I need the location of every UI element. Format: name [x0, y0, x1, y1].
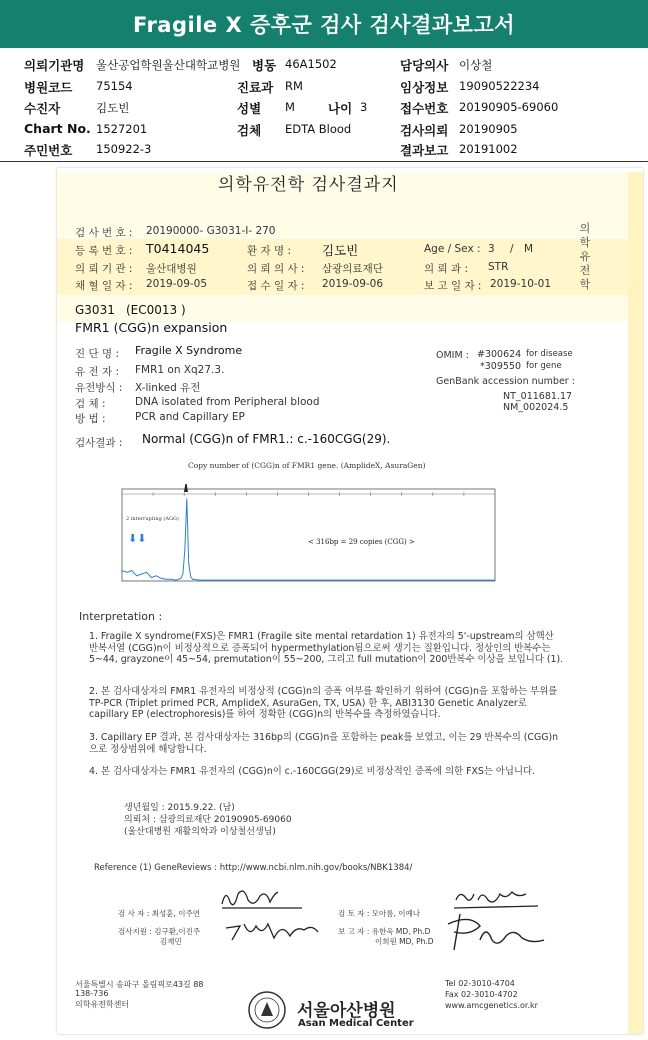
receive-date-value: 2019-09-06 — [322, 278, 384, 290]
chart-annot-center: < 316bp = 29 copies (CGG) > — [308, 538, 415, 546]
address-2: 138-736 — [75, 989, 109, 998]
ref-dept-label: 의 뢰 과 : — [424, 263, 468, 275]
collect-date-label: 채 혈 일 자 : — [75, 280, 133, 292]
report-date2-value: 2019-10-01 — [490, 278, 552, 290]
diag-value: Fragile X Syndrome — [135, 344, 243, 357]
chart-no-value: 1527201 — [96, 122, 148, 136]
omim-gene-note: for gene — [526, 361, 562, 371]
ref-doctor-label: 의 뢰 의 사 : — [247, 263, 305, 275]
hospital-name-kr: 서울아산병원 — [297, 1001, 396, 1021]
age-value: 3 — [360, 100, 368, 114]
fax: Fax 02-3010-4702 — [445, 990, 518, 999]
examiner: 검 사 자 : 최성훈, 이주연 — [118, 909, 201, 918]
omim-label: OMIM : — [436, 350, 469, 361]
test-name: FMR1 (CGG)n expansion — [75, 320, 228, 335]
inst-label: 의 뢰 기 관 : — [75, 263, 133, 275]
inheritance-value: X-linked 유전 — [135, 382, 201, 394]
report-date-value: 20191002 — [459, 142, 518, 156]
sample-value: DNA isolated from Peripheral blood — [135, 396, 320, 408]
sex-value: M — [285, 100, 295, 114]
inst-name-value: 울산공업학원울산대학교병원 — [96, 58, 241, 72]
omim-disease-note: for disease — [526, 349, 573, 359]
hospital-code-value: 75154 — [96, 79, 133, 93]
req-line: 의뢰처 : 삼광의료재단 20190905-69060 — [124, 815, 292, 825]
genbank-label: GenBank accession number : — [436, 376, 575, 387]
test-code-paren: (EC0013 ) — [126, 303, 186, 317]
omim-disease: #300624 — [477, 349, 522, 360]
diag-label: 진 단 명 : — [75, 348, 119, 360]
req-line2: (울산대병원 재활의학과 이상철선생님) — [124, 827, 276, 837]
result-label: 검사결과 : — [75, 437, 123, 449]
sex-label: 성별 — [237, 101, 262, 116]
request-date-value: 20190905 — [459, 122, 518, 136]
inheritance-label: 유전방식 : — [75, 382, 123, 394]
test-no-value: 20190000- G3031-I- 270 — [146, 225, 276, 237]
interp-2: 2. 본 검사대상자의 FMR1 유전자의 비정상적 (CGG)n의 증폭 여부를 확인하기 위하여 (CGG)n을 포함하는 부위를 TP-PCR (Triplet primed PCR, AmplideX, AsuraGen, TX, USA) 한 후, ABI3130 Genetic Analyzer로 capillary EP (electrophoresis)를 하여 정확한 (CGG)n의 반복수를 측정하였습니다. — [89, 686, 558, 721]
patient-value: 김도빈 — [96, 101, 130, 115]
test-no-label: 검 사 번 호 : — [75, 227, 133, 239]
dept-value: RM — [285, 79, 303, 93]
gene-label: 유 전 자 : — [75, 366, 119, 378]
report-date2-label: 보 고 일 자 : — [424, 280, 482, 292]
side-label: 의학유전학 — [579, 222, 591, 291]
ssn-value: 150922-3 — [96, 142, 152, 156]
accession-label: 접수번호 — [400, 101, 449, 116]
chart-caption: Copy number of (CGG)n of FMR1 gene. (AmplideX, AsuraGen) — [188, 461, 426, 470]
collect-date-value: 2019-09-05 — [146, 278, 208, 290]
method-label: 방 법 : — [75, 413, 106, 425]
reg-no-label: 등 록 번 호 : — [75, 245, 133, 257]
age-label: 나이 — [328, 101, 353, 116]
asan-foundation-seal-icon — [247, 990, 287, 1030]
request-date-label: 검사의뢰 — [400, 123, 449, 138]
ward-value: 46A1502 — [285, 57, 337, 71]
clinical-info-label: 임상정보 — [400, 80, 449, 95]
dept-label: 진료과 — [237, 80, 274, 95]
report-date-label: 결과보고 — [400, 143, 449, 158]
sample-label: 검 체 : — [75, 398, 106, 410]
age-sex-label: Age / Sex : — [424, 243, 481, 255]
approver2: 김재민 — [160, 937, 182, 946]
signature-examiner — [218, 884, 308, 912]
tel: Tel 02-3010-4704 — [445, 979, 515, 988]
reg-no-value: T0414045 — [146, 241, 210, 256]
age-sex-age: 3 — [488, 243, 495, 255]
report-banner — [0, 0, 648, 48]
inst-value: 울산대병원 — [146, 263, 197, 275]
genbank-2: NM_002024.5 — [503, 402, 569, 413]
gene-value: FMR1 on Xq27.3. — [135, 364, 225, 376]
approver: 검사지원 : 김구환,이진주 — [118, 927, 201, 936]
signature-reviewer — [452, 882, 542, 912]
ep-trace-chart — [112, 484, 497, 584]
chart-annot-left: 2 interrupting (AGG) — [126, 516, 179, 522]
age-sex-sex: M — [524, 243, 534, 255]
ward-label: 병동 — [252, 58, 277, 73]
receive-date-label: 접 수 일 자 : — [247, 280, 305, 292]
down-arrow-icon: ⬇⬇ — [128, 532, 147, 545]
test-code: G3031 — [75, 303, 115, 317]
interp-3: 3. Capillary EP 결과, 본 검사대상자는 316bp의 (CGG)n을 포함하는 peak를 보였고, 이는 29 반복수의 (CGG)n으로 정상범위에 해당합니다. — [89, 732, 559, 755]
method-value: PCR and Capillary EP — [135, 411, 245, 423]
age-sex-separator: / — [510, 243, 514, 255]
clinical-info-value: 19090522234 — [459, 79, 540, 93]
doctor-value: 이상철 — [459, 58, 493, 72]
page-edge-tint — [628, 172, 643, 1034]
chart-background — [112, 484, 497, 584]
reporter2: 이희원 MD, Ph.D — [375, 937, 434, 946]
address-1: 서울특별시 송파구 올림픽로43길 88 — [75, 980, 204, 989]
reviewer: 검 토 자 : 모아름, 이예나 — [338, 909, 421, 918]
hospital-name-en: Asan Medical Center — [298, 1018, 414, 1029]
specimen-label: 검체 — [237, 123, 262, 138]
chart-no-label: Chart No. — [24, 121, 91, 136]
signature-approver — [222, 916, 322, 944]
ref-doctor-value: 삼광의료재단 — [322, 263, 383, 275]
doctor-label: 담당의사 — [400, 58, 449, 73]
inst-name-label: 의뢰기관명 — [24, 58, 85, 73]
interp-title: Interpretation : — [79, 610, 163, 623]
result-value: Normal (CGG)n of FMR1.: c.-160CGG(29). — [142, 432, 391, 446]
omim-gene: *309550 — [480, 361, 522, 372]
patient-header — [0, 48, 648, 162]
address-3: 의학유전학센터 — [75, 1000, 130, 1009]
interp-1: 1. Fragile X syndrome(FXS)은 FMR1 (Fragile site mental retardation 1) 유전자의 5'-upstream의 삼핵산 반복서열 (CGG)n이 비정상적으로 증폭되어 hypermethylation됨으로써 생기는 질환입니다. 정상인의 반복수는 5~44, grayzone이 45~54, premutation이 55~200, 그리고 full mutation이 200반복수 이상을 보입니다 (1). — [89, 631, 564, 666]
accession-value: 20190905-69060 — [459, 100, 559, 114]
signature-reporter — [440, 910, 550, 958]
interp-4: 4. 본 검사대상자는 FMR1 유전자의 (CGG)n이 c.-160CGG(29)로 비정상적인 증폭에 의한 FXS는 아닙니다. — [89, 766, 536, 777]
reporter: 보 고 자 : 유한욱 MD, Ph.D — [338, 927, 431, 936]
banner-title: Fragile X 증후군 검사 검사결과보고서 — [132, 13, 516, 37]
birth-line: 생년월일 : 2015.9.22. (남) — [124, 803, 235, 813]
reference: Reference (1) GeneReviews : http://www.ncbi.nlm.nih.gov/books/NBK1384/ — [94, 863, 413, 873]
genbank-1: NT_011681.17 — [503, 391, 573, 402]
specimen-value: EDTA Blood — [285, 122, 352, 136]
report-title: 의학유전학 검사결과지 — [218, 175, 399, 195]
website: www.amcgenetics.or.kr — [445, 1001, 538, 1010]
patient-name-label: 환 자 명 : — [247, 245, 291, 257]
patient-name-value: 김도빈 — [322, 243, 359, 258]
hospital-code-label: 병원코드 — [24, 80, 73, 95]
ref-dept-value: STR — [488, 261, 509, 273]
ssn-label: 주민번호 — [24, 143, 73, 158]
patient-label: 수진자 — [24, 101, 61, 116]
